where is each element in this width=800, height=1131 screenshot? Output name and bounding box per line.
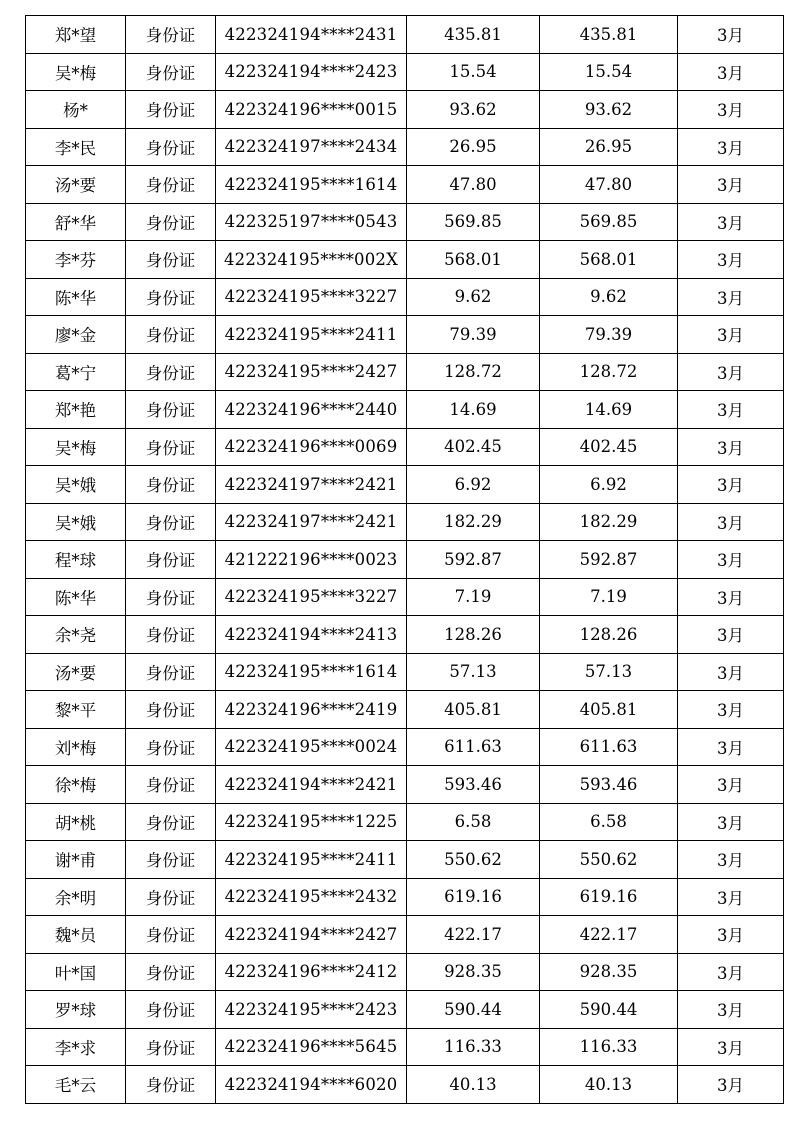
paid-amount-cell: 93.62 — [540, 91, 678, 129]
id-type-cell: 身份证 — [126, 316, 216, 354]
name-cell: 毛*云 — [26, 1066, 126, 1104]
month-cell: 3月 — [678, 766, 784, 804]
table-row — [26, 53, 784, 91]
table-row — [26, 616, 784, 654]
id-number-cell: 422325197****0543 — [216, 203, 407, 241]
amount-cell: 590.44 — [407, 991, 540, 1029]
table-row — [26, 316, 784, 354]
paid-amount-cell: 590.44 — [540, 991, 678, 1029]
amount-cell: 57.13 — [407, 653, 540, 691]
table-row — [26, 166, 784, 204]
id-type-cell: 身份证 — [126, 128, 216, 166]
paid-amount-cell: 40.13 — [540, 1066, 678, 1104]
id-type-cell: 身份证 — [126, 991, 216, 1029]
table-row — [26, 653, 784, 691]
paid-amount-cell: 47.80 — [540, 166, 678, 204]
name-cell: 汤*要 — [26, 166, 126, 204]
table-row — [26, 691, 784, 729]
id-type-cell: 身份证 — [126, 841, 216, 879]
id-type-cell: 身份证 — [126, 53, 216, 91]
id-number-cell: 422324197****2421 — [216, 503, 407, 541]
name-cell: 余*明 — [26, 878, 126, 916]
month-cell: 3月 — [678, 991, 784, 1029]
month-cell: 3月 — [678, 653, 784, 691]
table-row — [26, 841, 784, 879]
name-cell: 吴*娥 — [26, 503, 126, 541]
amount-cell: 6.92 — [407, 466, 540, 504]
id-number-cell: 422324194****2423 — [216, 53, 407, 91]
month-cell: 3月 — [678, 841, 784, 879]
paid-amount-cell: 6.58 — [540, 803, 678, 841]
id-type-cell: 身份证 — [126, 878, 216, 916]
id-type-cell: 身份证 — [126, 766, 216, 804]
table-row — [26, 391, 784, 429]
id-type-cell: 身份证 — [126, 428, 216, 466]
id-type-cell: 身份证 — [126, 578, 216, 616]
id-number-cell: 422324197****2434 — [216, 128, 407, 166]
name-cell: 廖*金 — [26, 316, 126, 354]
amount-cell: 47.80 — [407, 166, 540, 204]
id-number-cell: 422324195****2411 — [216, 841, 407, 879]
amount-cell: 40.13 — [407, 1066, 540, 1104]
amount-cell: 93.62 — [407, 91, 540, 129]
month-cell: 3月 — [678, 1028, 784, 1066]
amount-cell: 405.81 — [407, 691, 540, 729]
name-cell: 吴*梅 — [26, 53, 126, 91]
paid-amount-cell: 402.45 — [540, 428, 678, 466]
month-cell: 3月 — [678, 166, 784, 204]
name-cell: 陈*华 — [26, 278, 126, 316]
amount-cell: 14.69 — [407, 391, 540, 429]
month-cell: 3月 — [678, 278, 784, 316]
table-row — [26, 728, 784, 766]
amount-cell: 128.72 — [407, 353, 540, 391]
name-cell: 李*民 — [26, 128, 126, 166]
name-cell: 叶*国 — [26, 953, 126, 991]
id-number-cell: 422324195****2427 — [216, 353, 407, 391]
table-row — [26, 541, 784, 579]
id-type-cell: 身份证 — [126, 541, 216, 579]
amount-cell: 422.17 — [407, 916, 540, 954]
name-cell: 陈*华 — [26, 578, 126, 616]
amount-cell: 569.85 — [407, 203, 540, 241]
amount-cell: 928.35 — [407, 953, 540, 991]
table-row — [26, 916, 784, 954]
amount-cell: 593.46 — [407, 766, 540, 804]
id-number-cell: 422324196****5645 — [216, 1028, 407, 1066]
id-number-cell: 422324195****002X — [216, 241, 407, 279]
id-type-cell: 身份证 — [126, 166, 216, 204]
month-cell: 3月 — [678, 503, 784, 541]
id-number-cell: 422324194****2413 — [216, 616, 407, 654]
month-cell: 3月 — [678, 16, 784, 54]
month-cell: 3月 — [678, 241, 784, 279]
amount-cell: 619.16 — [407, 878, 540, 916]
paid-amount-cell: 592.87 — [540, 541, 678, 579]
name-cell: 郑*艳 — [26, 391, 126, 429]
id-number-cell: 422324195****2432 — [216, 878, 407, 916]
table-row — [26, 503, 784, 541]
paid-amount-cell: 6.92 — [540, 466, 678, 504]
paid-amount-cell: 928.35 — [540, 953, 678, 991]
id-number-cell: 422324195****1614 — [216, 653, 407, 691]
name-cell: 吴*梅 — [26, 428, 126, 466]
id-type-cell: 身份证 — [126, 916, 216, 954]
id-number-cell: 422324194****6020 — [216, 1066, 407, 1104]
amount-cell: 568.01 — [407, 241, 540, 279]
amount-cell: 611.63 — [407, 728, 540, 766]
id-number-cell: 422324197****2421 — [216, 466, 407, 504]
month-cell: 3月 — [678, 728, 784, 766]
paid-amount-cell: 435.81 — [540, 16, 678, 54]
month-cell: 3月 — [678, 466, 784, 504]
table-row — [26, 466, 784, 504]
table-row — [26, 16, 784, 54]
id-type-cell: 身份证 — [126, 691, 216, 729]
table-row — [26, 278, 784, 316]
paid-amount-cell: 9.62 — [540, 278, 678, 316]
id-type-cell: 身份证 — [126, 803, 216, 841]
amount-cell: 435.81 — [407, 16, 540, 54]
name-cell: 罗*球 — [26, 991, 126, 1029]
table-row — [26, 241, 784, 279]
id-number-cell: 422324194****2431 — [216, 16, 407, 54]
id-number-cell: 422324196****0015 — [216, 91, 407, 129]
amount-cell: 116.33 — [407, 1028, 540, 1066]
amount-cell: 402.45 — [407, 428, 540, 466]
paid-amount-cell: 7.19 — [540, 578, 678, 616]
table-row — [26, 1066, 784, 1104]
month-cell: 3月 — [678, 616, 784, 654]
table-row — [26, 766, 784, 804]
name-cell: 李*求 — [26, 1028, 126, 1066]
month-cell: 3月 — [678, 316, 784, 354]
month-cell: 3月 — [678, 53, 784, 91]
paid-amount-cell: 14.69 — [540, 391, 678, 429]
id-type-cell: 身份证 — [126, 728, 216, 766]
id-number-cell: 422324195****1614 — [216, 166, 407, 204]
id-type-cell: 身份证 — [126, 653, 216, 691]
document-page — [25, 15, 777, 1104]
table-row — [26, 578, 784, 616]
paid-amount-cell: 550.62 — [540, 841, 678, 879]
id-type-cell: 身份证 — [126, 1066, 216, 1104]
month-cell: 3月 — [678, 541, 784, 579]
id-number-cell: 422324195****2411 — [216, 316, 407, 354]
amount-cell: 15.54 — [407, 53, 540, 91]
table-row — [26, 128, 784, 166]
name-cell: 汤*要 — [26, 653, 126, 691]
amount-cell: 128.26 — [407, 616, 540, 654]
table-row — [26, 803, 784, 841]
id-type-cell: 身份证 — [126, 466, 216, 504]
id-type-cell: 身份证 — [126, 91, 216, 129]
month-cell: 3月 — [678, 916, 784, 954]
amount-cell: 550.62 — [407, 841, 540, 879]
amount-cell: 9.62 — [407, 278, 540, 316]
name-cell: 魏*员 — [26, 916, 126, 954]
paid-amount-cell: 57.13 — [540, 653, 678, 691]
month-cell: 3月 — [678, 578, 784, 616]
paid-amount-cell: 593.46 — [540, 766, 678, 804]
id-number-cell: 422324194****2421 — [216, 766, 407, 804]
amount-cell: 6.58 — [407, 803, 540, 841]
id-type-cell: 身份证 — [126, 203, 216, 241]
amount-cell: 79.39 — [407, 316, 540, 354]
name-cell: 吴*娥 — [26, 466, 126, 504]
id-number-cell: 422324196****2412 — [216, 953, 407, 991]
name-cell: 徐*梅 — [26, 766, 126, 804]
paid-amount-cell: 116.33 — [540, 1028, 678, 1066]
month-cell: 3月 — [678, 391, 784, 429]
amount-cell: 182.29 — [407, 503, 540, 541]
table-row — [26, 878, 784, 916]
table-row — [26, 953, 784, 991]
paid-amount-cell: 182.29 — [540, 503, 678, 541]
paid-amount-cell: 611.63 — [540, 728, 678, 766]
id-number-cell: 422324196****2440 — [216, 391, 407, 429]
name-cell: 谢*甫 — [26, 841, 126, 879]
table-row — [26, 428, 784, 466]
paid-amount-cell: 405.81 — [540, 691, 678, 729]
id-type-cell: 身份证 — [126, 616, 216, 654]
name-cell: 胡*桃 — [26, 803, 126, 841]
id-type-cell: 身份证 — [126, 278, 216, 316]
id-type-cell: 身份证 — [126, 503, 216, 541]
month-cell: 3月 — [678, 1066, 784, 1104]
paid-amount-cell: 422.17 — [540, 916, 678, 954]
name-cell: 黎*平 — [26, 691, 126, 729]
paid-amount-cell: 26.95 — [540, 128, 678, 166]
name-cell: 舒*华 — [26, 203, 126, 241]
name-cell: 郑*望 — [26, 16, 126, 54]
id-type-cell: 身份证 — [126, 391, 216, 429]
id-number-cell: 422324195****1225 — [216, 803, 407, 841]
month-cell: 3月 — [678, 953, 784, 991]
paid-amount-cell: 128.72 — [540, 353, 678, 391]
amount-cell: 26.95 — [407, 128, 540, 166]
month-cell: 3月 — [678, 128, 784, 166]
paid-amount-cell: 79.39 — [540, 316, 678, 354]
table-row — [26, 1028, 784, 1066]
id-number-cell: 422324196****0069 — [216, 428, 407, 466]
month-cell: 3月 — [678, 203, 784, 241]
table-row — [26, 991, 784, 1029]
paid-amount-cell: 619.16 — [540, 878, 678, 916]
id-type-cell: 身份证 — [126, 353, 216, 391]
name-cell: 余*尧 — [26, 616, 126, 654]
id-type-cell: 身份证 — [126, 16, 216, 54]
payment-table — [25, 15, 784, 1104]
table-row — [26, 353, 784, 391]
name-cell: 李*芬 — [26, 241, 126, 279]
table-row — [26, 203, 784, 241]
month-cell: 3月 — [678, 878, 784, 916]
table-row — [26, 91, 784, 129]
name-cell: 刘*梅 — [26, 728, 126, 766]
id-type-cell: 身份证 — [126, 1028, 216, 1066]
id-number-cell: 421222196****0023 — [216, 541, 407, 579]
month-cell: 3月 — [678, 691, 784, 729]
id-type-cell: 身份证 — [126, 953, 216, 991]
paid-amount-cell: 568.01 — [540, 241, 678, 279]
id-number-cell: 422324196****2419 — [216, 691, 407, 729]
month-cell: 3月 — [678, 428, 784, 466]
month-cell: 3月 — [678, 803, 784, 841]
paid-amount-cell: 15.54 — [540, 53, 678, 91]
amount-cell: 592.87 — [407, 541, 540, 579]
name-cell: 杨* — [26, 91, 126, 129]
month-cell: 3月 — [678, 353, 784, 391]
table-body — [26, 16, 784, 1104]
id-number-cell: 422324195****3227 — [216, 578, 407, 616]
paid-amount-cell: 128.26 — [540, 616, 678, 654]
id-number-cell: 422324194****2427 — [216, 916, 407, 954]
name-cell: 程*球 — [26, 541, 126, 579]
id-number-cell: 422324195****2423 — [216, 991, 407, 1029]
id-number-cell: 422324195****0024 — [216, 728, 407, 766]
id-number-cell: 422324195****3227 — [216, 278, 407, 316]
name-cell: 葛*宁 — [26, 353, 126, 391]
amount-cell: 7.19 — [407, 578, 540, 616]
month-cell: 3月 — [678, 91, 784, 129]
id-type-cell: 身份证 — [126, 241, 216, 279]
paid-amount-cell: 569.85 — [540, 203, 678, 241]
